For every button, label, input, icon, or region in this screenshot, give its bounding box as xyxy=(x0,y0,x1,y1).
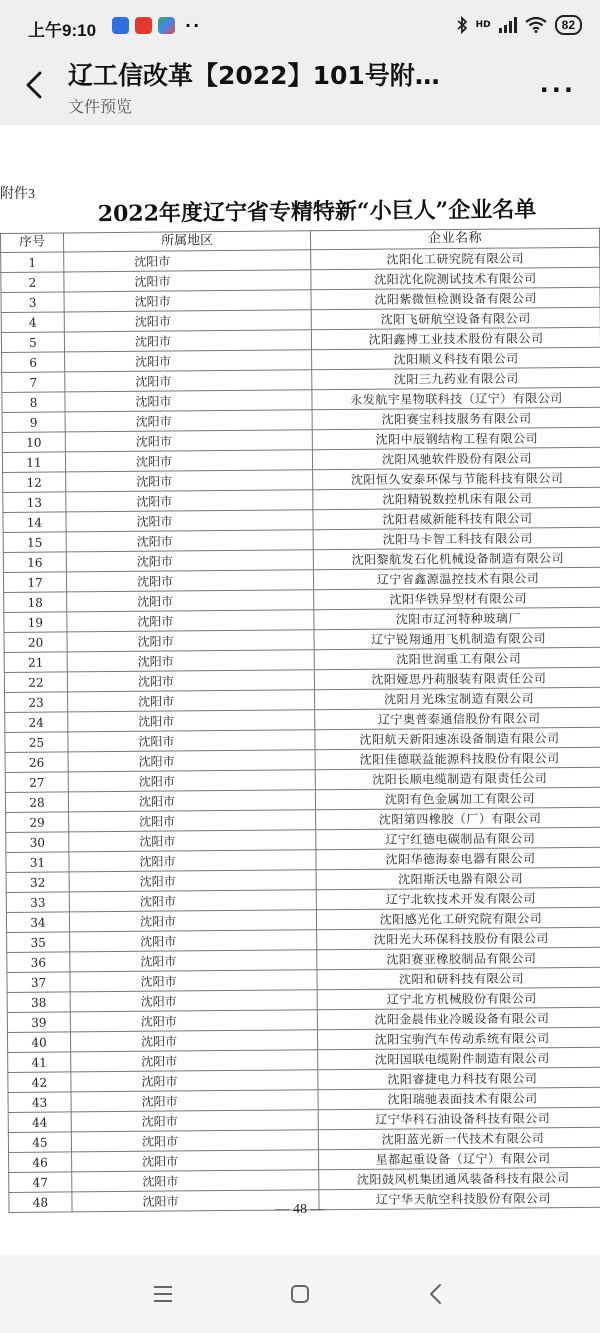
row-number-cell: 22 xyxy=(4,672,67,693)
row-region-cell: 沈阳市 xyxy=(65,410,312,432)
row-number-cell: 27 xyxy=(5,772,68,793)
row-number-cell: 33 xyxy=(6,892,69,913)
row-number-cell: 24 xyxy=(5,712,68,733)
row-company-cell: 沈阳君威新能科技有限公司 xyxy=(313,507,600,530)
header-region: 所属地区 xyxy=(64,231,311,252)
row-company-cell: 辽宁北软技术开发有限公司 xyxy=(316,887,600,910)
row-number-cell: 5 xyxy=(1,332,64,353)
row-company-cell: 沈阳金晨伟业冷暖设备有限公司 xyxy=(317,1007,600,1030)
row-number-cell: 3 xyxy=(1,292,64,313)
row-number-cell: 19 xyxy=(4,612,67,633)
row-number-cell: 9 xyxy=(2,412,65,433)
row-company-cell: 沈阳鑫博工业技术股份有限公司 xyxy=(311,327,600,350)
row-number-cell: 37 xyxy=(7,972,70,993)
row-company-cell: 沈阳赛宝科技服务有限公司 xyxy=(312,407,600,430)
row-number-cell: 38 xyxy=(7,992,70,1013)
row-number-cell: 4 xyxy=(1,312,64,333)
row-region-cell: 沈阳市 xyxy=(67,670,314,692)
row-company-cell: 沈阳瑞驰表面技术有限公司 xyxy=(318,1087,600,1110)
row-number-cell: 11 xyxy=(2,452,65,473)
row-number-cell: 48 xyxy=(9,1192,72,1213)
row-region-cell: 沈阳市 xyxy=(71,1050,318,1072)
row-company-cell: 辽宁省鑫源温控技术有限公司 xyxy=(313,567,600,590)
row-region-cell: 沈阳市 xyxy=(71,1090,318,1112)
red-app-icon xyxy=(135,17,152,34)
row-number-cell: 17 xyxy=(3,572,66,593)
row-region-cell: 沈阳市 xyxy=(67,630,314,652)
row-number-cell: 7 xyxy=(2,372,65,393)
page-number: — 48 — xyxy=(275,1202,325,1217)
row-number-cell: 21 xyxy=(4,652,67,673)
row-region-cell: 沈阳市 xyxy=(72,1150,319,1172)
row-company-cell: 沈阳感光化工研究院有限公司 xyxy=(316,907,600,930)
roster-title: 2022年度辽宁省专精特新“小巨人”企业名单 xyxy=(97,196,537,228)
play-app-icon xyxy=(158,17,175,34)
row-region-cell: 沈阳市 xyxy=(67,610,314,632)
row-number-cell: 25 xyxy=(5,732,68,753)
row-region-cell: 沈阳市 xyxy=(64,310,311,332)
row-company-cell: 沈阳飞研航空设备有限公司 xyxy=(311,307,600,330)
row-region-cell: 沈阳市 xyxy=(66,470,313,492)
battery-level: 82 xyxy=(555,15,582,35)
row-region-cell: 沈阳市 xyxy=(72,1190,319,1212)
row-number-cell: 30 xyxy=(6,832,69,853)
menu-icon[interactable] xyxy=(146,1277,180,1311)
row-region-cell: 沈阳市 xyxy=(69,830,316,852)
row-company-cell: 沈阳马卡智工科技有限公司 xyxy=(313,527,600,550)
row-number-cell: 23 xyxy=(5,692,68,713)
status-app-icons xyxy=(112,16,201,35)
row-region-cell: 沈阳市 xyxy=(69,870,316,892)
row-company-cell: 沈阳鼓风机集团通风装备科技有限公司 xyxy=(319,1167,600,1190)
home-icon[interactable] xyxy=(283,1277,317,1311)
row-region-cell: 沈阳市 xyxy=(68,750,315,772)
row-number-cell: 1 xyxy=(1,252,64,273)
row-region-cell: 沈阳市 xyxy=(69,810,316,832)
row-number-cell: 46 xyxy=(9,1152,72,1173)
row-company-cell: 沈阳月光珠宝制造有限公司 xyxy=(314,687,600,710)
row-company-cell: 沈阳紫微恒检测设备有限公司 xyxy=(311,287,600,310)
row-region-cell: 沈阳市 xyxy=(64,330,311,352)
row-company-cell: 辽宁红德电碳制品有限公司 xyxy=(316,827,600,850)
row-company-cell: 沈阳斯沃电器有限公司 xyxy=(316,867,600,890)
row-company-cell: 星都起重设备（辽宁）有限公司 xyxy=(319,1147,600,1170)
row-region-cell: 沈阳市 xyxy=(68,770,315,792)
row-number-cell: 44 xyxy=(8,1112,71,1133)
row-number-cell: 31 xyxy=(6,852,69,873)
company-table xyxy=(0,228,600,1213)
row-company-cell: 辽宁华天航空科技股份有限公司 xyxy=(319,1187,600,1210)
row-region-cell: 沈阳市 xyxy=(66,510,313,532)
row-company-cell: 沈阳化工研究院有限公司 xyxy=(311,247,600,270)
row-company-cell: 沈阳中辰钢结构工程有限公司 xyxy=(312,427,600,450)
row-region-cell: 沈阳市 xyxy=(72,1170,319,1192)
row-region-cell: 沈阳市 xyxy=(64,290,311,312)
row-company-cell: 沈阳娅思丹莉服装有限责任公司 xyxy=(314,667,600,690)
row-number-cell: 45 xyxy=(8,1132,71,1153)
signal-icon xyxy=(499,17,517,33)
navigation-bar xyxy=(0,1255,600,1333)
status-time: 上午9:10 xyxy=(28,21,97,40)
header-number: 序号 xyxy=(1,233,64,253)
row-company-cell: 辽宁锐翔通用飞机制造有限公司 xyxy=(314,627,600,650)
row-company-cell: 沈阳华德海泰电器有限公司 xyxy=(316,847,600,870)
document-preview[interactable] xyxy=(0,125,600,1255)
bluetooth-icon xyxy=(456,16,468,34)
row-region-cell: 沈阳市 xyxy=(64,270,311,292)
network-type-label: HD xyxy=(475,19,491,30)
row-number-cell: 13 xyxy=(3,492,66,513)
row-company-cell: 沈阳宝驹汽车传动系统有限公司 xyxy=(317,1027,600,1050)
row-company-cell: 沈阳光大环保科技股份有限公司 xyxy=(317,927,600,950)
row-number-cell: 20 xyxy=(4,632,67,653)
row-number-cell: 43 xyxy=(8,1092,71,1113)
row-number-cell: 32 xyxy=(6,872,69,893)
row-region-cell: 沈阳市 xyxy=(66,550,313,572)
document-title: 辽工信改革【2022】101号附… xyxy=(68,61,440,90)
row-number-cell: 6 xyxy=(2,352,65,373)
row-company-cell: 辽宁华科石油设备科技有限公司 xyxy=(318,1107,600,1130)
row-company-cell: 沈阳市辽河特种玻璃厂 xyxy=(314,607,600,630)
row-region-cell: 沈阳市 xyxy=(69,910,316,932)
row-company-cell: 沈阳世润重工有限公司 xyxy=(314,647,600,670)
row-company-cell: 沈阳佳德联益能源科技股份有限公司 xyxy=(315,747,600,770)
row-company-cell: 沈阳睿捷电力科技有限公司 xyxy=(318,1067,600,1090)
row-number-cell: 40 xyxy=(7,1032,70,1053)
row-number-cell: 42 xyxy=(8,1072,71,1093)
row-number-cell: 2 xyxy=(1,272,64,293)
attachment-label: 附件3 xyxy=(0,187,35,202)
row-region-cell: 沈阳市 xyxy=(65,450,312,472)
row-region-cell: 沈阳市 xyxy=(69,850,316,872)
row-number-cell: 41 xyxy=(8,1052,71,1073)
row-company-cell: 永发航宇星物联科技（辽宁）有限公司 xyxy=(312,387,600,410)
row-region-cell: 沈阳市 xyxy=(66,570,313,592)
row-number-cell: 47 xyxy=(9,1172,72,1193)
row-company-cell: 沈阳三九药业有限公司 xyxy=(312,367,600,390)
status-right xyxy=(456,15,582,35)
row-number-cell: 26 xyxy=(5,752,68,773)
row-region-cell: 沈阳市 xyxy=(68,730,315,752)
row-region-cell: 沈阳市 xyxy=(68,690,315,712)
row-company-cell: 沈阳精锐数控机床有限公司 xyxy=(313,487,600,510)
row-number-cell: 8 xyxy=(2,392,65,413)
back-nav-icon[interactable] xyxy=(420,1277,454,1311)
row-region-cell: 沈阳市 xyxy=(68,790,315,812)
row-region-cell: 沈阳市 xyxy=(68,710,315,732)
row-number-cell: 10 xyxy=(2,432,65,453)
baidu-app-icon xyxy=(112,17,129,34)
row-region-cell: 沈阳市 xyxy=(67,650,314,672)
row-region-cell: 沈阳市 xyxy=(70,1030,317,1052)
row-region-cell: 沈阳市 xyxy=(66,490,313,512)
row-company-cell: 沈阳和研科技有限公司 xyxy=(317,967,600,990)
title-bar xyxy=(0,50,600,125)
row-region-cell: 沈阳市 xyxy=(65,350,312,372)
status-bar xyxy=(0,0,600,50)
row-company-cell: 沈阳黎航发石化机械设备制造有限公司 xyxy=(313,547,600,570)
row-region-cell: 沈阳市 xyxy=(65,430,312,452)
row-number-cell: 12 xyxy=(3,472,66,493)
row-company-cell: 沈阳沈化院测试技术有限公司 xyxy=(311,267,600,290)
row-company-cell: 沈阳风驰软件股份有限公司 xyxy=(312,447,600,470)
row-number-cell: 28 xyxy=(5,792,68,813)
row-number-cell: 18 xyxy=(4,592,67,613)
row-company-cell: 沈阳恒久安泰环保与节能科技有限公司 xyxy=(313,467,600,490)
row-company-cell: 辽宁北方机械股份有限公司 xyxy=(317,987,600,1010)
row-region-cell: 沈阳市 xyxy=(70,1010,317,1032)
row-region-cell: 沈阳市 xyxy=(65,370,312,392)
row-company-cell: 沈阳长顺电缆制造有限责任公司 xyxy=(315,767,600,790)
row-company-cell: 沈阳蓝光新一代技术有限公司 xyxy=(318,1127,600,1150)
file-preview-label: 文件预览 xyxy=(68,97,133,116)
row-region-cell: 沈阳市 xyxy=(70,950,317,972)
status-more-indicator: ·· xyxy=(185,16,202,35)
more-options-icon[interactable]: ··· xyxy=(539,76,576,104)
row-region-cell: 沈阳市 xyxy=(69,890,316,912)
row-number-cell: 16 xyxy=(3,552,66,573)
row-region-cell: 沈阳市 xyxy=(70,930,317,952)
row-company-cell: 沈阳赛亚橡胶制品有限公司 xyxy=(317,947,600,970)
row-company-cell: 沈阳华铁异型材有限公司 xyxy=(314,587,600,610)
row-region-cell: 沈阳市 xyxy=(65,390,312,412)
table-body xyxy=(1,247,600,1212)
wifi-icon xyxy=(525,17,547,33)
row-region-cell: 沈阳市 xyxy=(70,990,317,1012)
row-company-cell: 沈阳有色金属加工有限公司 xyxy=(315,787,600,810)
row-region-cell: 沈阳市 xyxy=(64,250,311,272)
row-region-cell: 沈阳市 xyxy=(71,1110,318,1132)
row-company-cell: 沈阳顺义科技有限公司 xyxy=(312,347,600,370)
row-number-cell: 29 xyxy=(6,812,69,833)
row-number-cell: 36 xyxy=(7,952,70,973)
row-number-cell: 15 xyxy=(3,532,66,553)
header-company: 企业名称 xyxy=(310,228,599,250)
row-region-cell: 沈阳市 xyxy=(70,970,317,992)
row-number-cell: 34 xyxy=(6,912,69,933)
row-region-cell: 沈阳市 xyxy=(66,530,313,552)
row-number-cell: 35 xyxy=(7,932,70,953)
row-company-cell: 沈阳第四橡胶（厂）有限公司 xyxy=(316,807,600,830)
row-company-cell: 辽宁奥普泰通信股份有限公司 xyxy=(315,707,600,730)
row-region-cell: 沈阳市 xyxy=(67,590,314,612)
row-region-cell: 沈阳市 xyxy=(71,1130,318,1152)
row-region-cell: 沈阳市 xyxy=(71,1070,318,1092)
row-company-cell: 沈阳航天新阳速冻设备制造有限公司 xyxy=(315,727,600,750)
row-company-cell: 沈阳国联电缆附件制造有限公司 xyxy=(318,1047,600,1070)
row-number-cell: 39 xyxy=(7,1012,70,1033)
back-arrow-icon[interactable] xyxy=(20,70,50,100)
row-number-cell: 14 xyxy=(3,512,66,533)
